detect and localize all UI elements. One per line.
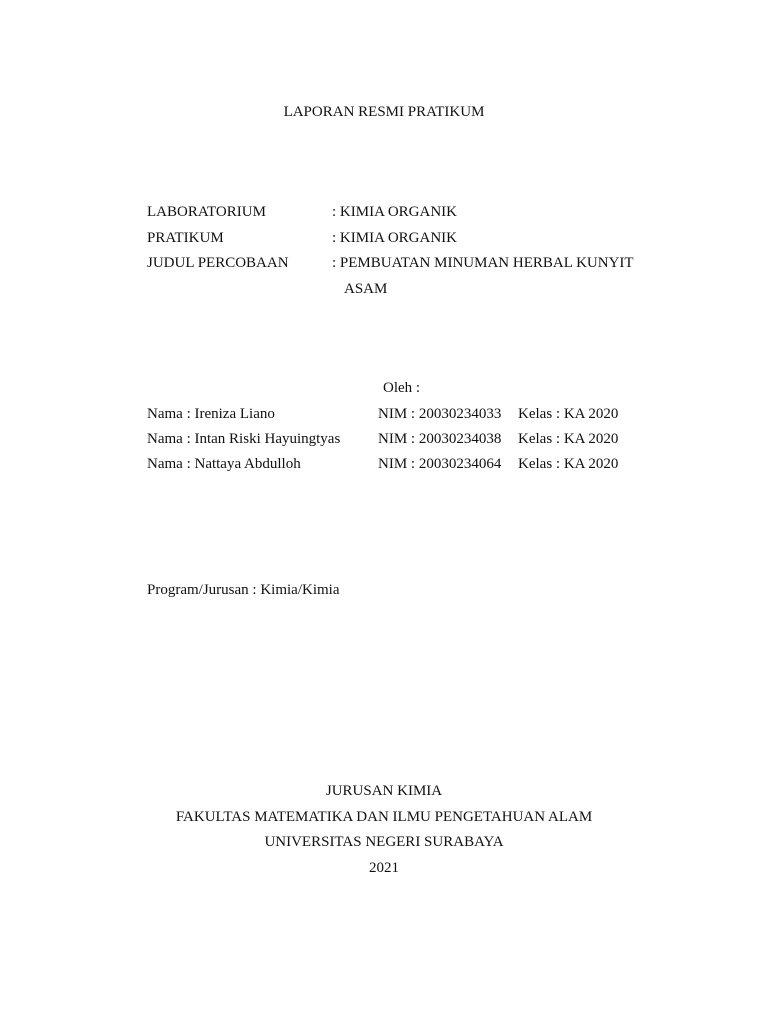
judul-value-continuation: ASAM <box>344 281 388 297</box>
footer-department: JURUSAN KIMIA <box>325 783 443 799</box>
author-kelas-1: Kelas : KA 2020 <box>518 406 619 422</box>
author-nim-2: NIM : 20030234038 <box>378 431 502 447</box>
author-name-3: Nama : Nattaya Abdulloh <box>147 456 301 472</box>
footer-faculty: FAKULTAS MATEMATIKA DAN ILMU PENGETAHUAN ALAM <box>175 809 593 825</box>
author-nim-3: NIM : 20030234064 <box>378 456 502 472</box>
pratikum-label: PRATIKUM <box>147 230 224 246</box>
author-kelas-2: Kelas : KA 2020 <box>518 431 619 447</box>
author-kelas-3: Kelas : KA 2020 <box>518 456 619 472</box>
pratikum-value: : KIMIA ORGANIK <box>332 230 457 246</box>
author-name-2: Nama : Intan Riski Hayuingtyas <box>147 431 341 447</box>
footer-university: UNIVERSITAS NEGERI SURABAYA <box>264 834 504 850</box>
footer-year: 2021 <box>369 860 399 876</box>
lab-value: : KIMIA ORGANIK <box>332 204 457 220</box>
judul-value: : PEMBUATAN MINUMAN HERBAL KUNYIT <box>332 255 634 271</box>
authors-heading: Oleh : <box>383 380 421 396</box>
lab-label: LABORATORIUM <box>147 204 266 220</box>
author-nim-1: NIM : 20030234033 <box>378 406 502 422</box>
program-line: Program/Jurusan : Kimia/Kimia <box>147 582 340 598</box>
report-title: LAPORAN RESMI PRATIKUM <box>283 104 485 120</box>
judul-label: JUDUL PERCOBAAN <box>147 255 289 271</box>
author-name-1: Nama : Ireniza Liano <box>147 406 275 422</box>
